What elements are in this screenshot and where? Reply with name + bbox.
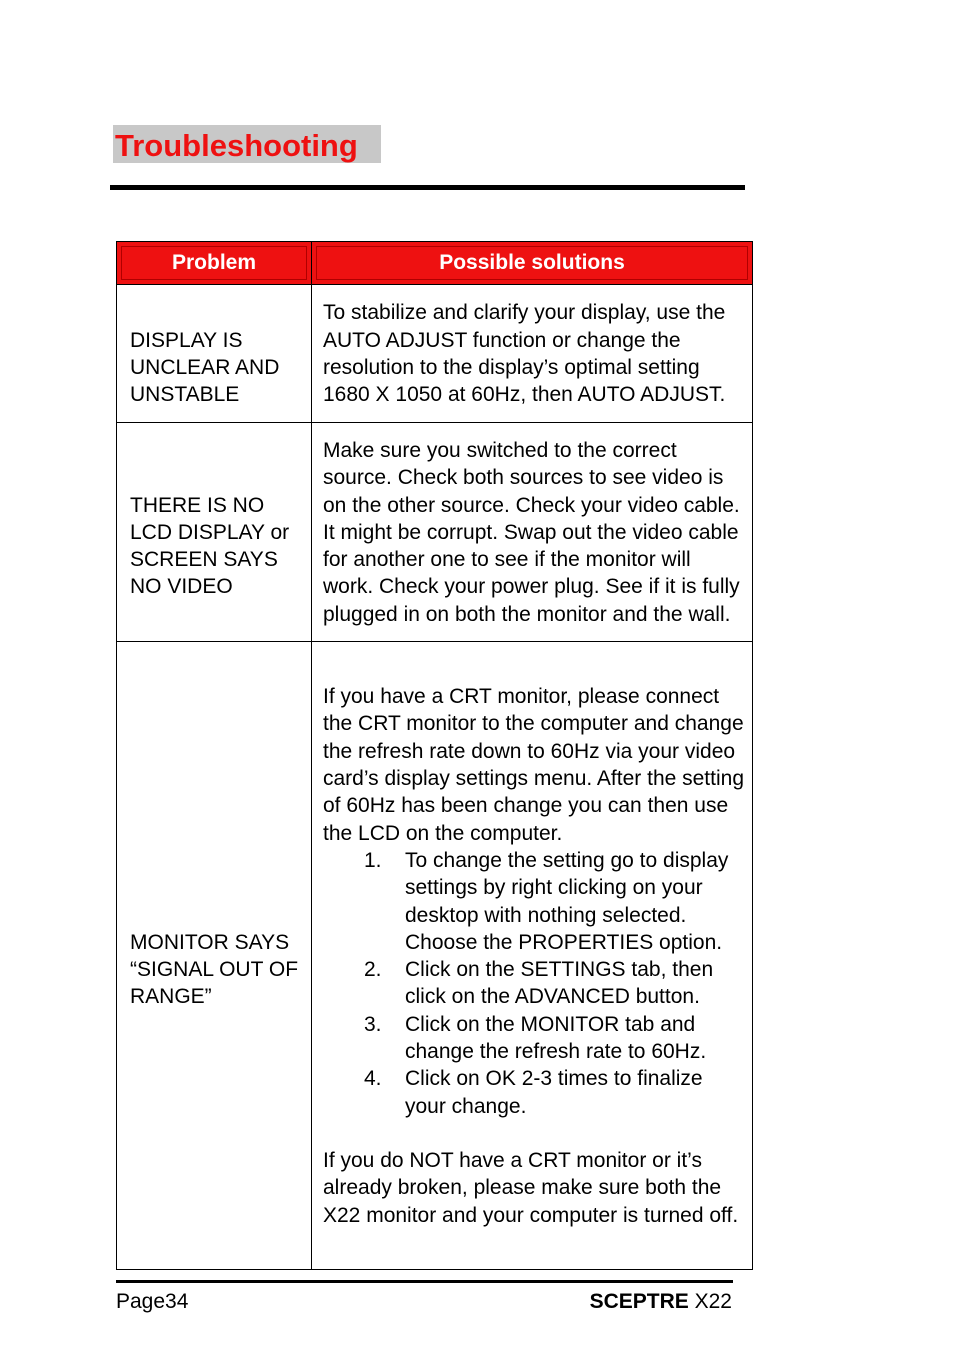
table-row [117, 423, 753, 642]
solution-text: Make sure you switched to the correct source. Check both sources to see video is on the other source. Check your video cable. It might be corrupt. Swap out the video cable for another one to see if the monitor will work. Check your power plug. See if it is fully plugged in on both the monitor and the wall. [323, 438, 740, 626]
solution-cell [312, 423, 753, 642]
step-text: Click on the MONITOR tab and change the refresh rate to 60Hz. [405, 1012, 707, 1064]
steps-list [323, 847, 744, 1120]
problem-text: DISPLAY IS UNCLEAR AND UNSTABLE [130, 328, 280, 406]
troubleshooting-table [116, 241, 753, 1270]
footer-divider [116, 1280, 733, 1283]
page-title-box [113, 125, 381, 163]
step-number: 1. [364, 848, 382, 872]
step-text: Click on the SETTINGS tab, then click on the ADVANCED button. [405, 958, 714, 1009]
header-problem: Problem [117, 242, 312, 285]
solution-text: To stabilize and clarify your display, use the AUTO ADJUST function or change the resolution to the display’s optimal setting 1680 X 1050 at 60Hz, then AUTO ADJUST. [323, 301, 726, 407]
solution-intro: If you have a CRT monitor, please connect the CRT monitor to the computer and change the refresh rate down to 60Hz via your video card’s display settings menu. After the setting of 60Hz has been change you can then use the LCD on the computer. [323, 685, 745, 845]
problem-cell [117, 423, 312, 642]
solution-cell [312, 642, 753, 1270]
step-number: 2. [364, 958, 382, 982]
list-item [364, 847, 744, 956]
solution-outro: If you do NOT have a CRT monitor or it’s already broken, please make sure both the X22 monitor and your computer is turned off. [323, 1148, 739, 1227]
page-title: Troubleshooting [115, 128, 358, 163]
title-divider [110, 185, 745, 190]
brand-name: SCEPTRE [589, 1290, 689, 1313]
list-item [364, 1065, 744, 1120]
step-text: To change the setting go to display settings by right clicking on your desktop with nothing selected. Choose the PROPERTIES option. [405, 848, 729, 954]
step-number: 3. [364, 1012, 382, 1036]
problem-cell [117, 285, 312, 423]
header-solutions: Possible solutions [312, 242, 753, 285]
paragraph-spacer [323, 1120, 744, 1147]
step-number: 4. [364, 1067, 382, 1091]
problem-cell [117, 642, 312, 1270]
model-name: X22 [694, 1290, 732, 1313]
list-item [364, 956, 744, 1011]
table-row [117, 642, 753, 1270]
list-item [364, 1011, 744, 1066]
footer-brand [590, 1289, 732, 1315]
page-number: Page34 [116, 1290, 189, 1313]
problem-text: MONITOR SAYS “SIGNAL OUT OF RANGE” [130, 930, 299, 1008]
step-text: Click on OK 2-3 times to finalize your change. [405, 1067, 703, 1118]
table-header-row [117, 242, 753, 285]
problem-text: THERE IS NO LCD DISPLAY or SCREEN SAYS NO VIDEO [130, 493, 290, 598]
solution-cell [312, 285, 753, 423]
table-row [117, 285, 753, 423]
